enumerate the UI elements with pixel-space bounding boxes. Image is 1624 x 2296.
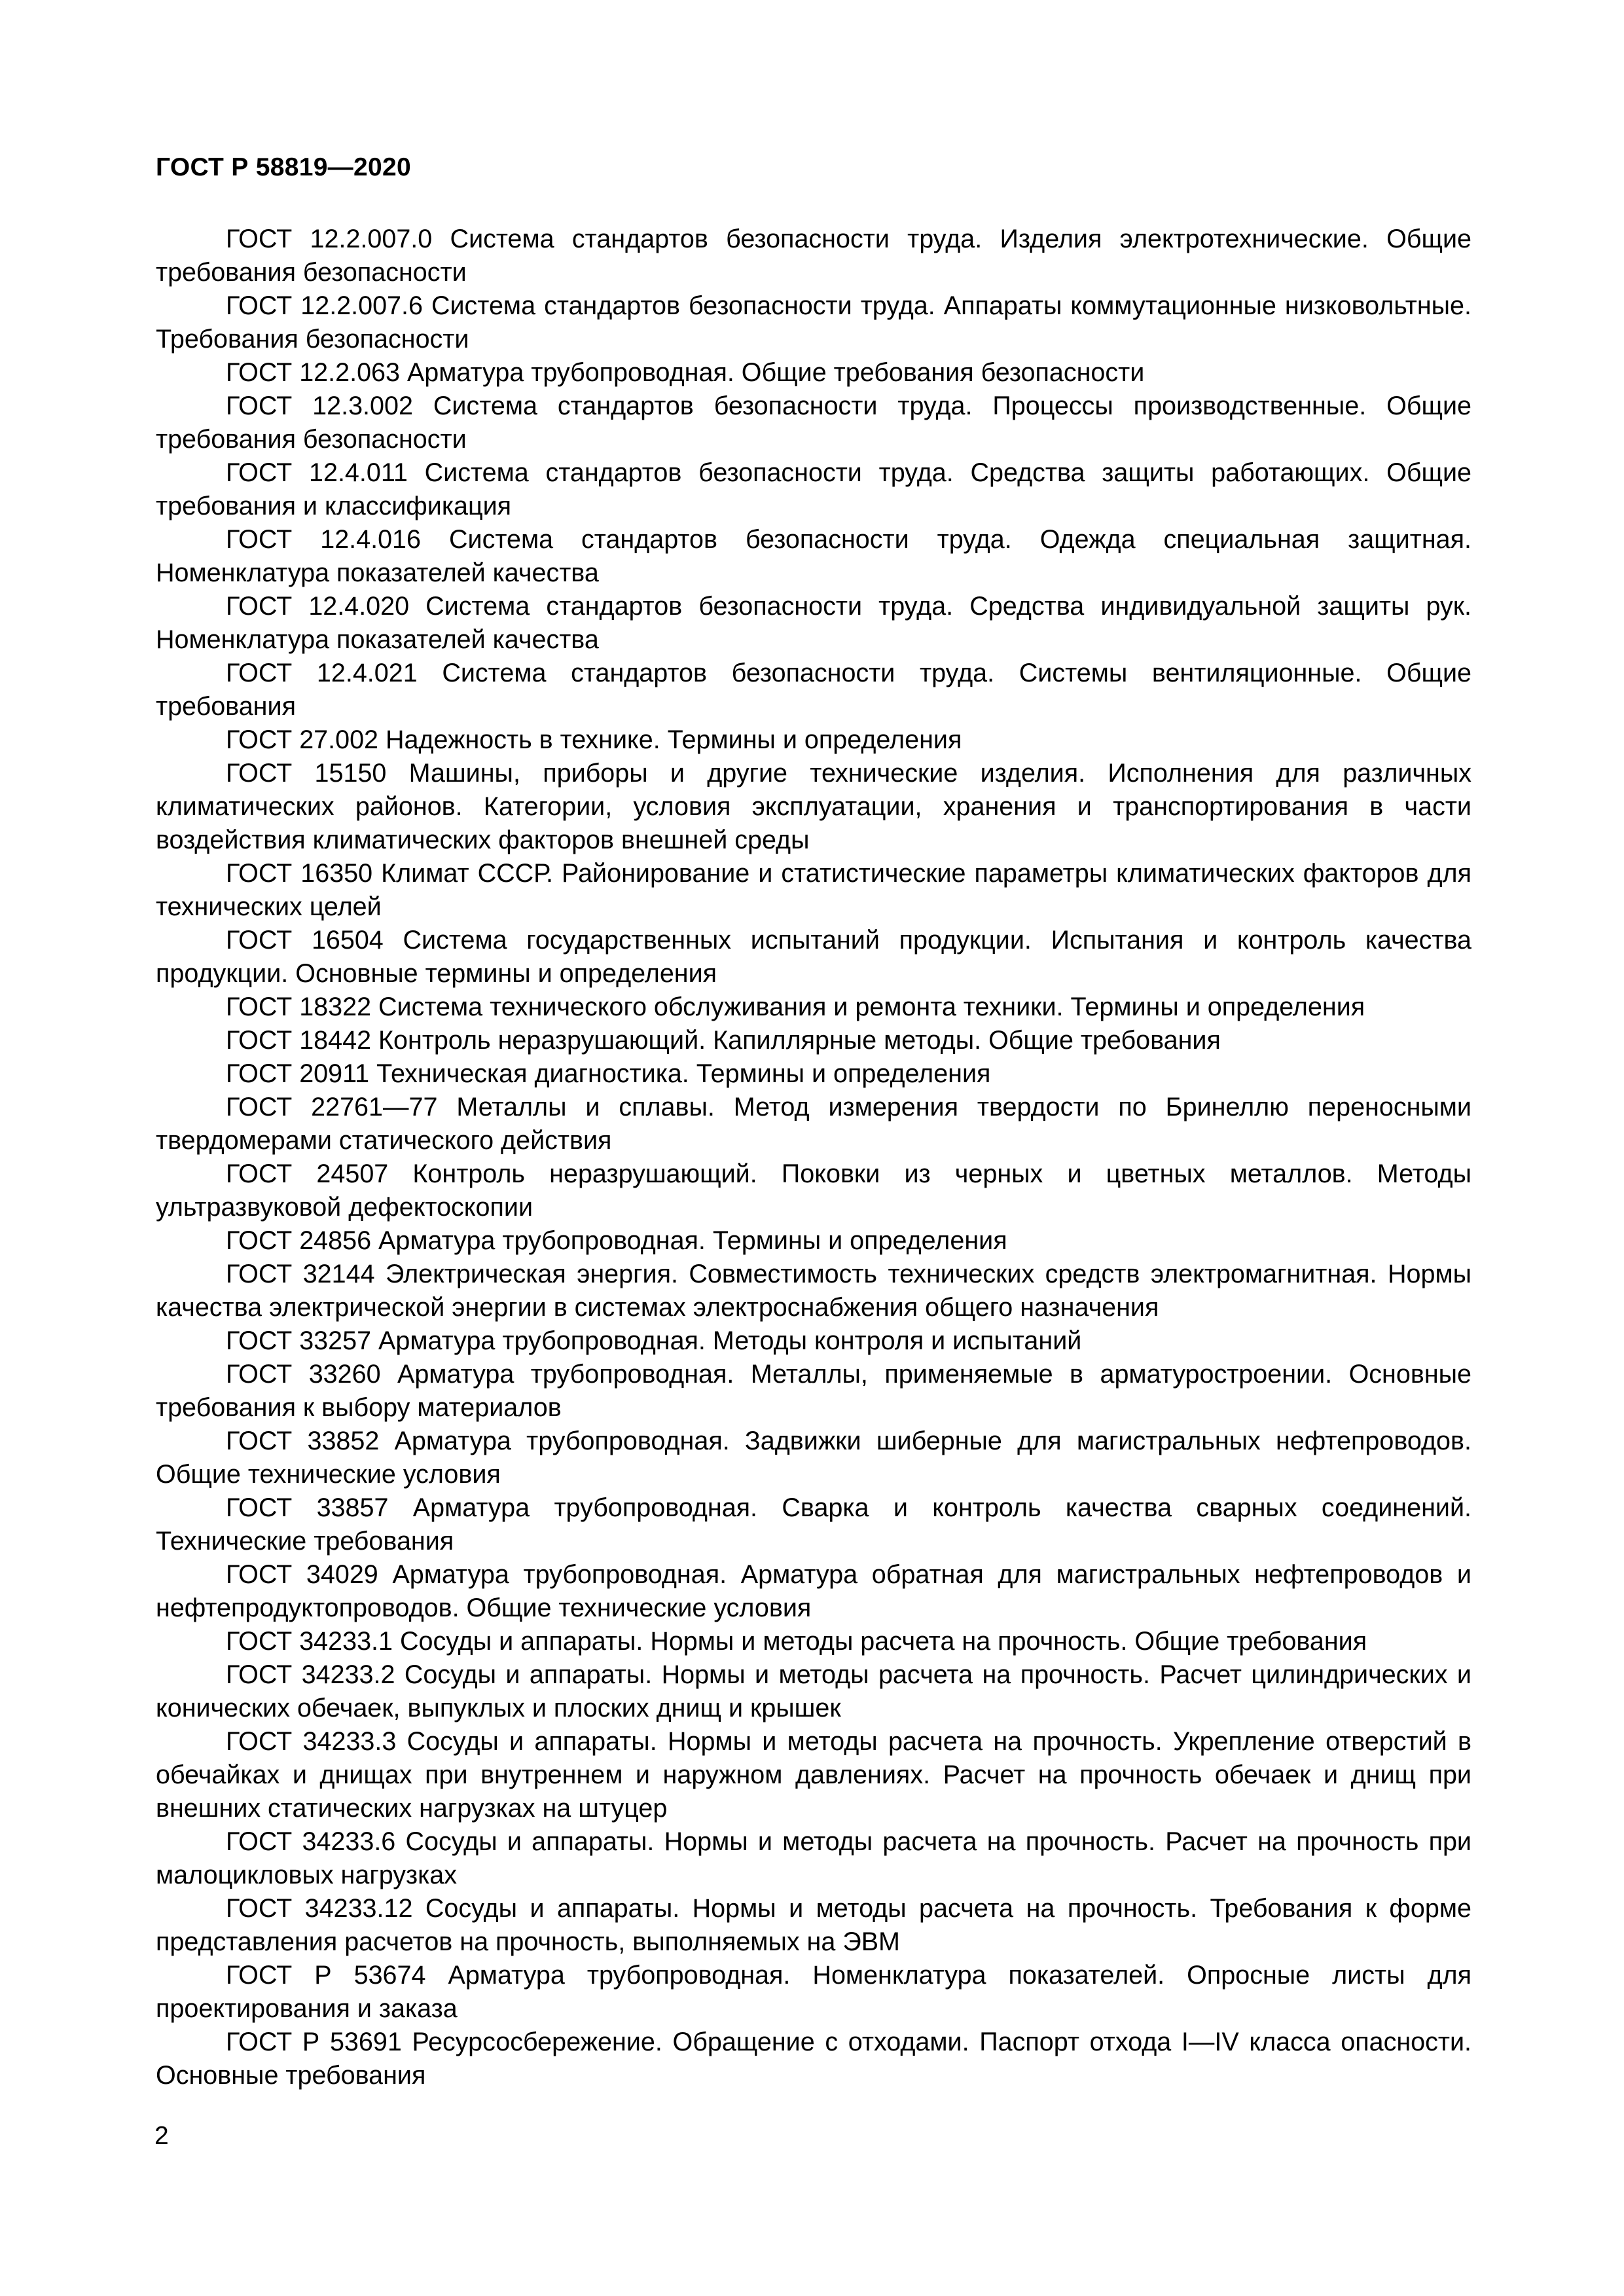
reference-item: ГОСТ 12.2.007.6 Система стандартов безопасности труда. Аппараты коммутационные низковольтные. Требования безопасности xyxy=(156,291,1471,354)
reference-item: ГОСТ 33260 Арматура трубопроводная. Металлы, применяемые в арматуростроении. Основные требования к выбору материалов xyxy=(156,1360,1471,1422)
reference-item: ГОСТ 22761—77 Металлы и сплавы. Метод измерения твердости по Бринеллю переносными твердомерами статического действия xyxy=(156,1093,1471,1155)
reference-item: ГОСТ 15150 Машины, приборы и другие технические изделия. Исполнения для различных климатических районов. Категории, условия эксплуатации, хранения и транспортирования в части воздействия климатических факторов внешней среды xyxy=(156,759,1471,854)
reference-item: ГОСТ 34233.6 Сосуды и аппараты. Нормы и методы расчета на прочность. Расчет на прочность при малоцикловых нагрузках xyxy=(156,1827,1471,1889)
reference-item: ГОСТ 12.4.020 Система стандартов безопасности труда. Средства индивидуальной защиты рук. Номенклатура показателей качества xyxy=(156,592,1471,654)
reference-item: ГОСТ 12.4.011 Система стандартов безопасности труда. Средства защиты работающих. Общие требования и классификация xyxy=(156,458,1471,520)
reference-item: ГОСТ 12.3.002 Система стандартов безопасности труда. Процессы производственные. Общие требования безопасности xyxy=(156,392,1471,454)
reference-item: ГОСТ 32144 Электрическая энергия. Совместимость технических средств электромагнитная. Нормы качества электрической энергии в системах электроснабжения общего назначения xyxy=(156,1260,1471,1322)
reference-item: ГОСТ Р 53691 Ресурсосбережение. Обращение с отходами. Паспорт отхода I—IV класса опасности. Основные требования xyxy=(156,2028,1471,2090)
reference-item: ГОСТ 34233.1 Сосуды и аппараты. Нормы и методы расчета на прочность. Общие требования xyxy=(226,1627,1367,1656)
reference-item: ГОСТ 34233.2 Сосуды и аппараты. Нормы и методы расчета на прочность. Расчет цилиндрических и конических обечаек, выпуклых и плоских днищ и крышек xyxy=(156,1660,1471,1722)
reference-item: ГОСТ 12.2.063 Арматура трубопроводная. Общие требования безопасности xyxy=(226,358,1145,387)
reference-item: ГОСТ 27.002 Надежность в технике. Термины и определения xyxy=(226,725,962,754)
reference-item: ГОСТ 33257 Арматура трубопроводная. Методы контроля и испытаний xyxy=(226,1326,1082,1355)
reference-item: ГОСТ 24507 Контроль неразрушающий. Поковки из черных и цветных металлов. Методы ультразвуковой дефектоскопии xyxy=(156,1159,1471,1222)
reference-item: ГОСТ 12.2.007.0 Система стандартов безопасности труда. Изделия электротехнические. Общие требования безопасности xyxy=(156,225,1471,287)
reference-item: ГОСТ 18442 Контроль неразрушающий. Капиллярные методы. Общие требования xyxy=(226,1026,1221,1055)
reference-item: ГОСТ 34233.12 Сосуды и аппараты. Нормы и методы расчета на прочность. Требования к форме представления расчетов на прочность, выполняемых на ЭВМ xyxy=(156,1894,1471,1956)
normative-references-list xyxy=(156,223,1471,2092)
reference-item: ГОСТ 33857 Арматура трубопроводная. Сварка и контроль качества сварных соединений. Технические требования xyxy=(156,1493,1471,1556)
page-number: 2 xyxy=(154,2122,169,2150)
reference-item: ГОСТ 16350 Климат СССР. Районирование и статистические параметры климатических факторов для технических целей xyxy=(156,859,1471,921)
reference-item: ГОСТ 34233.3 Сосуды и аппараты. Нормы и методы расчета на прочность. Укрепление отверстий в обечайках и днищах при внутреннем и наружном давлениях. Расчет на прочность обечаек и днищ при внешних статических нагрузках на штуцер xyxy=(156,1727,1471,1823)
reference-item: ГОСТ 33852 Арматура трубопроводная. Задвижки шиберные для магистральных нефтепроводов. Общие технические условия xyxy=(156,1427,1471,1489)
reference-item: ГОСТ 12.4.021 Система стандартов безопасности труда. Системы вентиляционные. Общие требования xyxy=(156,659,1471,721)
reference-item: ГОСТ 12.4.016 Система стандартов безопасности труда. Одежда специальная защитная. Номенклатура показателей качества xyxy=(156,525,1471,587)
reference-item: ГОСТ 18322 Система технического обслуживания и ремонта техники. Термины и определения xyxy=(226,993,1365,1021)
reference-item: ГОСТ 16504 Система государственных испытаний продукции. Испытания и контроль качества продукции. Основные термины и определения xyxy=(156,926,1471,988)
reference-item: ГОСТ 20911 Техническая диагностика. Термины и определения xyxy=(226,1059,991,1088)
document-code-header: ГОСТ Р 58819—2020 xyxy=(156,153,411,181)
reference-item: ГОСТ Р 53674 Арматура трубопроводная. Номенклатура показателей. Опросные листы для проектирования и заказа xyxy=(156,1961,1471,2023)
reference-item: ГОСТ 34029 Арматура трубопроводная. Арматура обратная для магистральных нефтепроводов и нефтепродуктопроводов. Общие технические условия xyxy=(156,1560,1471,1622)
reference-item: ГОСТ 24856 Арматура трубопроводная. Термины и определения xyxy=(226,1226,1007,1255)
